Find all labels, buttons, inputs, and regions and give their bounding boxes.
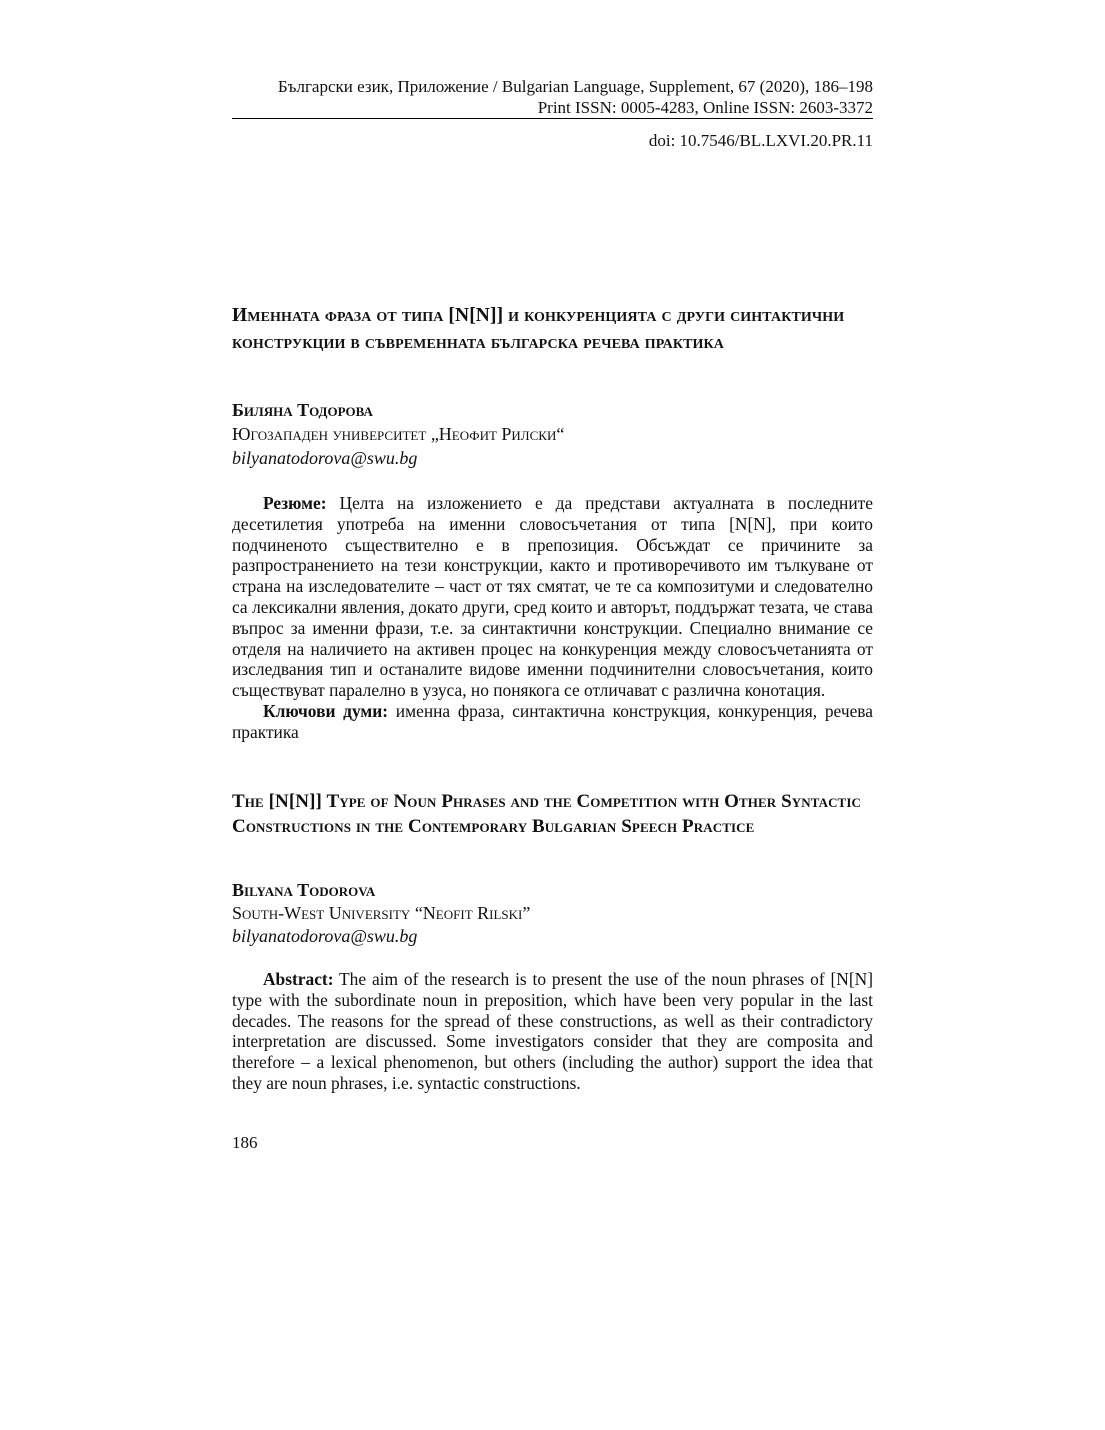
running-header — [232, 76, 873, 118]
author-block-bulgarian — [232, 398, 873, 470]
author-affiliation: Югозападен университет „Неофит Рилски“ — [232, 424, 565, 444]
abstract-label: Abstract: — [263, 969, 334, 989]
author-name: Биляна Тодорова — [232, 400, 373, 420]
doi-line: doi: 10.7546/BL.LXVI.20.PR.11 — [648, 131, 873, 150]
author-name: Bilyana Todorova — [232, 880, 376, 900]
abstract-bulgarian — [232, 493, 873, 743]
keywords-paragraph — [232, 701, 873, 743]
header-rule — [232, 118, 873, 119]
abstract-text: The aim of the research is to present the use of the noun phrases of [N[N] type with the subordinate noun in preposition, which have been very popular in the last decades. The reasons for the spread of these constructions, as well as their contradictory interpretation are discussed. Some investigators consider that they are composita and therefore – a lexical phenomenon, but others (including the author) support the idea that they are noun phrases, i.e. syntactic constructions. — [232, 969, 873, 1093]
author-email[interactable]: bilyanatodorova@swu.bg — [232, 448, 418, 468]
abstract-text: Целта на изложението е да представи актуалната в последните десетилетия употреба на именни словосъчетания от типа [N[N], при които подчиненото съществително е в препозиция. Обсъждат се причините за разпространението на тези конструкции, както и противоречивото им тълкуване от страна на изследователите – част от тях смятат, че те са композитуми и следователно са лексикални явления, докато други, сред които и авторът, поддържат тезата, че става въпрос за именни фрази, т.е. за синтактични конструкции. Специално внимание се отделя на наличието на активен процес на конкуренция между словосъчетанията от изследвания тип и останалите видове именни подчинителни словосъчетания, които съществуват паралелно в узуса, но понякога се отличават с различна конотация. — [232, 493, 873, 701]
title-bulgarian: Именната фраза от типа [N[N]] и конкуренцията с други синтактични конструкции в съвременната българска речева практика — [232, 305, 845, 353]
author-block-english — [232, 879, 873, 948]
abstract-label: Резюме: — [263, 493, 327, 513]
abstract-english — [232, 969, 873, 1094]
paper-page — [232, 0, 873, 1430]
author-affiliation: South-West University “Neofit Rilski” — [232, 903, 531, 923]
abstract-paragraph — [232, 493, 873, 701]
abstract-paragraph — [232, 969, 873, 1094]
journal-citation: Български език, Приложение / Bulgarian Language, Supplement, 67 (2020), 186–198 — [277, 77, 873, 96]
page-number: 186 — [232, 1133, 258, 1152]
author-email[interactable]: bilyanatodorova@swu.bg — [232, 926, 418, 946]
issn-line: Print ISSN: 0005-4283, Online ISSN: 2603-3372 — [537, 98, 873, 117]
title-english: The [N[N]] Type of Noun Phrases and the Competition with Other Syntactic Constructions in the Contemporary Bulgarian Speech Practice — [232, 791, 861, 837]
keywords-text: именна фраза, синтактична конструкция, конкуренция, речева практика — [232, 700, 873, 742]
keywords-label: Ключови думи: — [263, 700, 389, 721]
